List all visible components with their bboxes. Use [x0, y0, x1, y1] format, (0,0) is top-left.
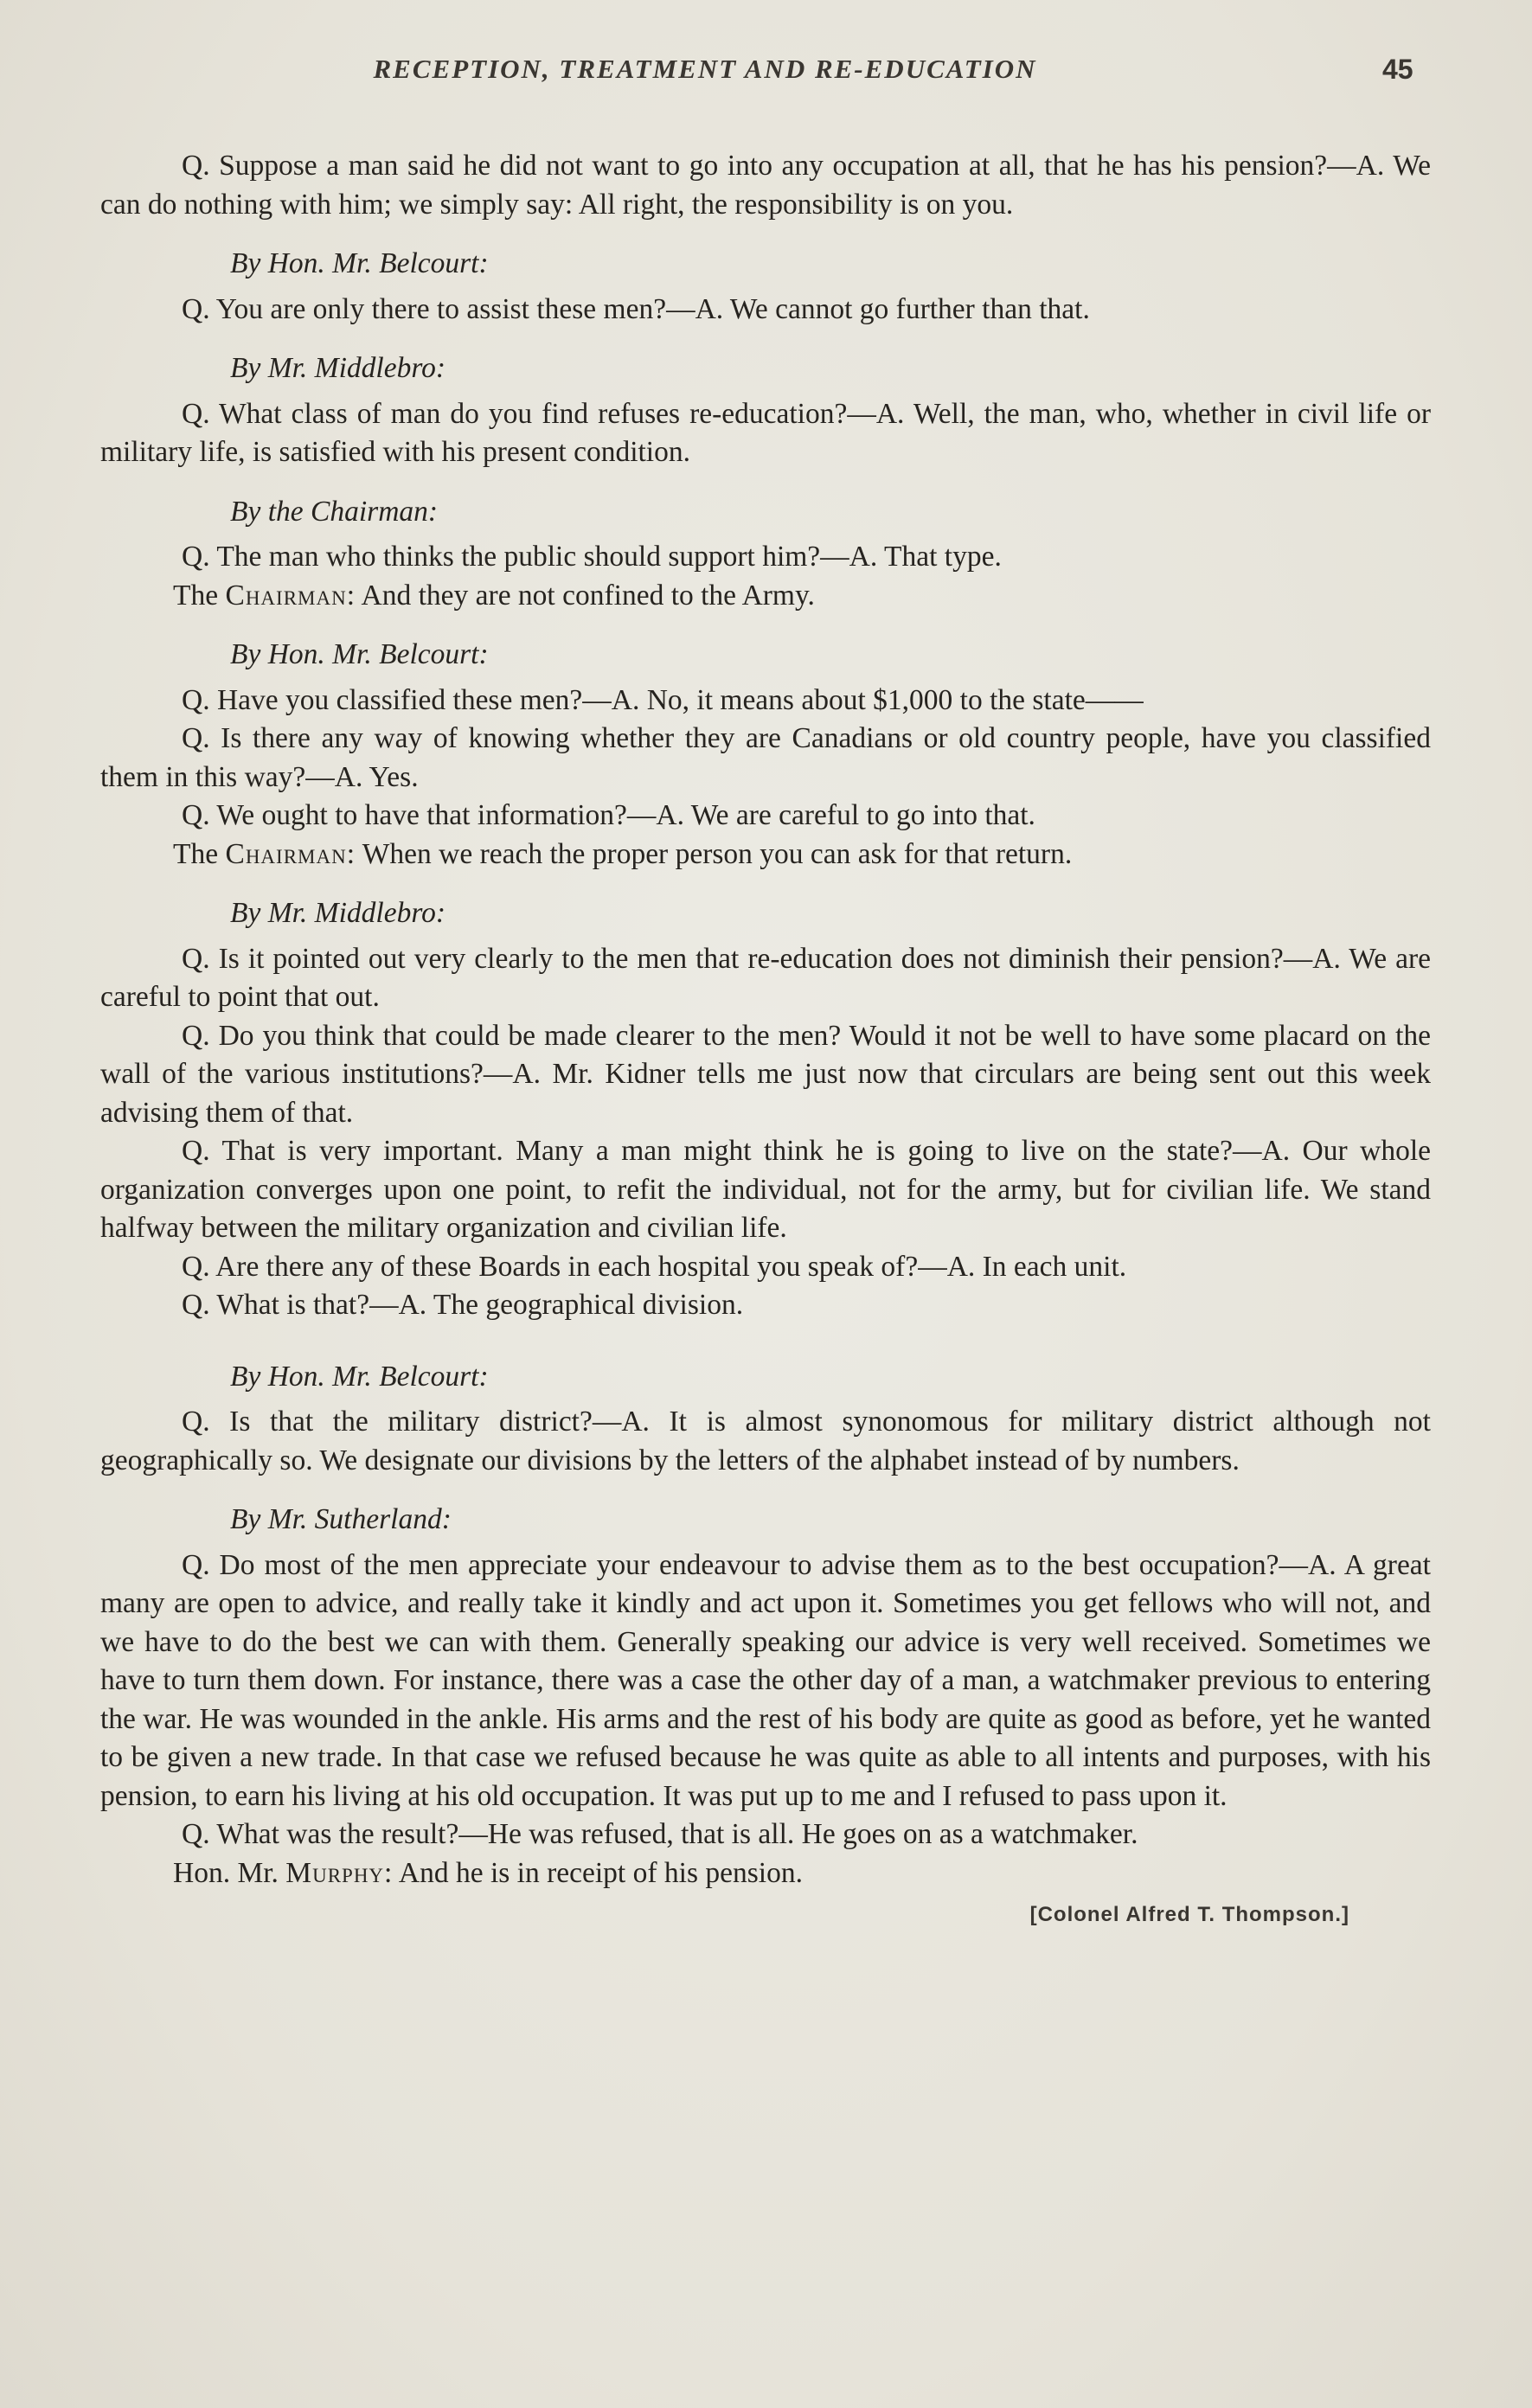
paragraph: Q. The man who thinks the public should support him?—A. That type. [182, 541, 1002, 573]
paragraph: Q. Are there any of these Boards in each hospital you speak of?—A. In each unit. [182, 1250, 1127, 1283]
paragraph: Q. We ought to have that information?—A. We are careful to go into that. [182, 799, 1035, 831]
running-header [0, 54, 1532, 97]
speaker-remark [100, 1854, 1431, 1893]
paragraph: Q. You are only there to assist these men?—A. We cannot go further than that. [182, 292, 1090, 325]
examiner-heading: By the Chairman: [230, 495, 439, 528]
speaker-text: And they are not confined to the Army. [361, 579, 815, 612]
paragraph: Q. What was the result?—He was refused, that is all. He goes on as a watchmaker. [182, 1818, 1138, 1850]
speaker-prefix: Hon. Mr. [173, 1856, 279, 1889]
paragraph: Q. Is it pointed out very clearly to the men that re-education does not diminish their pension?—A. We are careful to point that out. [100, 942, 1431, 1013]
speaker-remark [100, 577, 1431, 616]
examiner-heading: By Mr. Sutherland: [230, 1503, 452, 1535]
running-title: RECEPTION, TREATMENT AND RE-EDUCATION [373, 54, 1037, 84]
examiner-heading: By Mr. Middlebro: [230, 897, 446, 929]
speaker-text: When we reach the proper person you can ask for that return. [362, 837, 1073, 870]
witness-signature: [Colonel Alfred T. Thompson.] [1029, 1903, 1349, 1926]
speaker-name: Chairman: [225, 837, 356, 870]
paragraph: Q. What is that?—A. The geographical division. [182, 1289, 744, 1321]
examiner-heading: By Hon. Mr. Belcourt: [230, 638, 489, 670]
page-number: 45 [1382, 54, 1413, 85]
paragraph: Q. Suppose a man said he did not want to go into any occupation at all, that he has his pension?—A. We can do nothing with him; we simply say: All right, the responsibility is on you. [100, 150, 1431, 221]
examiner-heading: By Hon. Mr. Belcourt: [230, 247, 489, 279]
paragraph: Q. Have you classified these men?—A. No, it means about $1,000 to the state—— [182, 683, 1144, 716]
paragraph: Q. That is very important. Many a man might think he is going to live on the state?—A. Our whole organization converges upon one point, to refit the individual, not for the army, but for civilian life. We stand halfway between the military organization and civilian life. [100, 1135, 1431, 1244]
examiner-heading: By Mr. Middlebro: [230, 352, 446, 384]
speaker-text: And he is in receipt of his pension. [398, 1856, 803, 1889]
document-body [100, 147, 1431, 1935]
examiner-heading: By Hon. Mr. Belcourt: [230, 1360, 489, 1393]
paragraph: Q. Is that the military district?—A. It is almost synonomous for military district although not geographically so. We designate our divisions by the letters of the alphabet instead of by numbers. [100, 1406, 1431, 1476]
speaker-name: Chairman: [225, 579, 356, 612]
speaker-prefix: The [173, 837, 219, 870]
speaker-name: Murphy: [285, 1856, 394, 1889]
paragraph: Q. Do most of the men appreciate your endeavour to advise them as to the best occupation?—A. A great many are open to advice, and really take it kindly and act upon it. Sometimes you get fellows who will not, and we have to do the best we can with them. Generally speaking our advice is very well received. Sometimes we have to turn them down. For instance, there was a case the other day of a man, a watchmaker previous to entering the war. He was wounded in the ankle. His arms and the rest of his body are quite as good as before, yet he wanted to be given a new trade. In that case we refused because he was quite as able to all intents and purposes, with his pension, to earn his living at his old occupation. It was put up to me and I refused to pass upon it. [100, 1548, 1431, 1812]
speaker-prefix: The [173, 579, 219, 612]
paragraph: Q. What class of man do you find refuses re-education?—A. Well, the man, who, whether in civil life or military life, is satisfied with his present condition. [100, 397, 1431, 468]
speaker-remark [100, 836, 1431, 874]
paragraph: Q. Is there any way of knowing whether they are Canadians or old country people, have you classified them in this way?—A. Yes. [100, 722, 1431, 793]
paragraph: Q. Do you think that could be made clearer to the men? Would it not be well to have some placard on the wall of the various institutions?—A. Mr. Kidner tells me just now that circulars are being sent out this week advising them of that. [100, 1019, 1431, 1129]
